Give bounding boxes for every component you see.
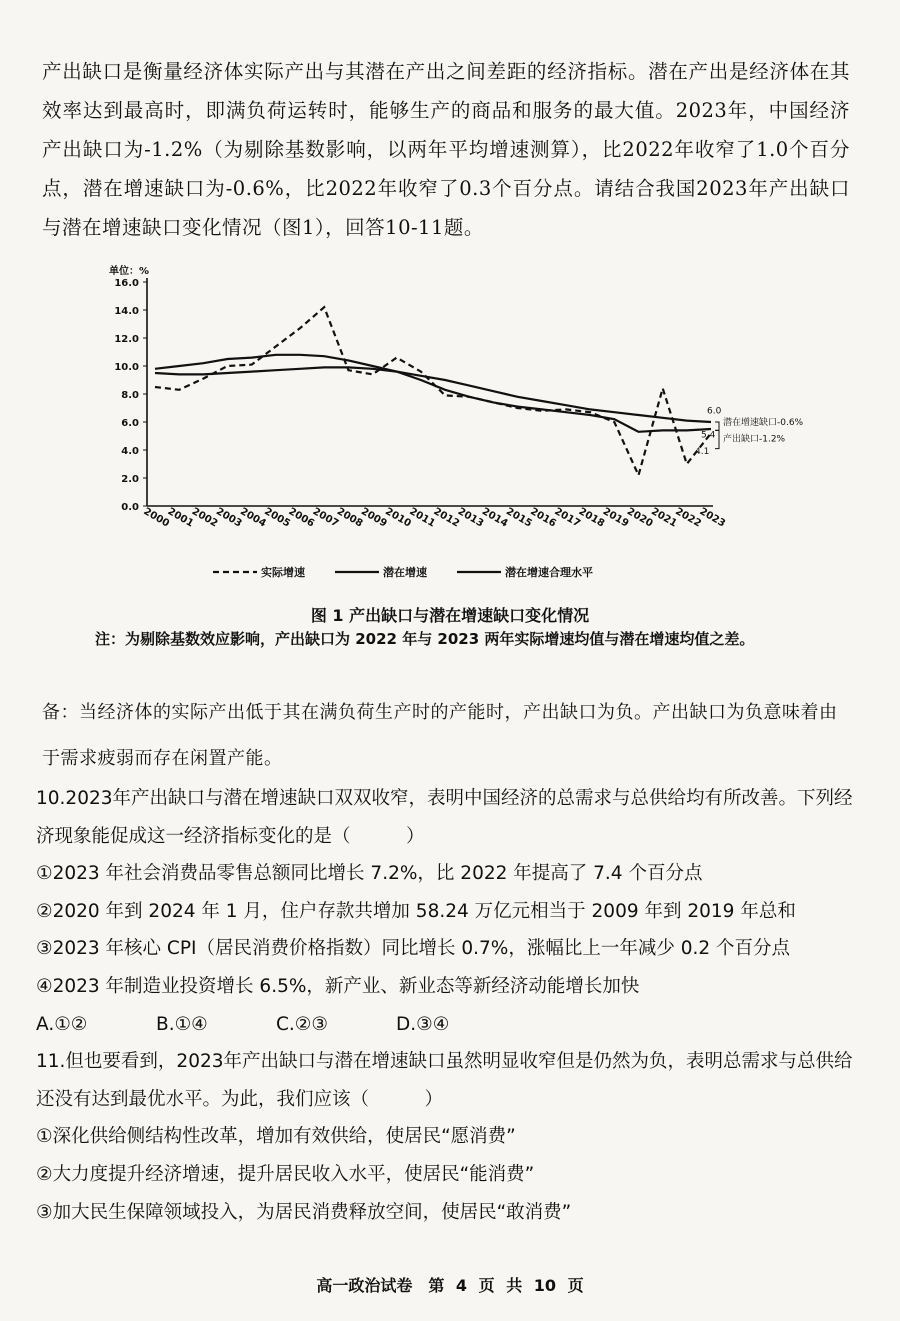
q11-item-3: ③加大民生保障领域投入，为居民消费释放空间，使居民“敢消费” — [36, 1201, 572, 1223]
q10-item-3: ③2023 年核心 CPI（居民消费价格指数）同比增长 0.7%，涨幅比上一年减少 0.2 个百分点 — [36, 938, 791, 960]
q10-option-d[interactable]: D.③④ — [396, 1013, 450, 1035]
q11-item-1: ①深化供给侧结构性改革，增加有效供给，使居民“愿消费” — [36, 1126, 516, 1148]
intro-text: 产出缺口是衡量经济体实际产出与其潜在产出之间差距的经济指标。潜在产出是经济体在其效率达到最高时，即满负荷运转时，能够生产的商品和服务的最大值。2023年，中国经济产出缺口为-1.2%（为剔除基数影响，以两年平均增速测算），比2022年收窄了1.0个百分点，潜在增速缺口为-0.6%，比2022年收窄了0.3个百分点。请结合我国2023年产出缺口与潜在增速缺口变化情况（图1），回答10-11题。 — [42, 60, 850, 239]
y-tick-label: 14.0 — [114, 306, 139, 317]
series-line-3 — [155, 367, 711, 422]
x-tick-label: 2002 — [189, 506, 220, 530]
y-tick-label: 16.0 — [114, 278, 139, 289]
annotation-bracket-top — [715, 422, 719, 430]
x-tick-label: 2004 — [238, 506, 268, 530]
remark: 备：当经济体的实际产出低于其在满负荷生产时的产能时，产出缺口为负。产出缺口为负意味着由于需求疲弱而存在闲置产能。 — [42, 702, 838, 769]
x-tick-label: 2015 — [504, 506, 534, 530]
x-tick-label: 2003 — [213, 506, 244, 530]
x-tick-label: 2001 — [165, 506, 196, 530]
legend-label-1: 实际增速 — [261, 566, 305, 579]
page-footer: 高一政治试卷 第 4 页 共 10 页 — [316, 1276, 584, 1295]
q10-stem: 10.2023年产出缺口与潜在增速缺口双双收窄，表明中国经济的总需求与总供给均有所改善。下列经济现象能促成这一经济指标变化的是（ ） — [36, 788, 853, 847]
q10-option-a[interactable]: A.①② — [36, 1013, 88, 1035]
annotation-value-bot: 4.1 — [695, 447, 710, 458]
q11-stem: 11.但也要看到，2023年产出缺口与潜在增速缺口虽然明显收窄但是仍然为负，表明总需求与总供给还没有达到最优水平。为此，我们应该（ ） — [36, 1051, 853, 1110]
questions — [36, 780, 856, 1231]
x-tick-label: 2006 — [286, 506, 317, 530]
x-tick-label: 2019 — [600, 506, 631, 530]
y-tick-label: 4.0 — [121, 446, 139, 457]
x-tick-label: 2014 — [479, 506, 510, 530]
annotation-value-mid: 5.4 — [701, 430, 716, 441]
x-tick-label: 2009 — [359, 506, 389, 530]
q11-item-2: ②大力度提升经济增速，提升居民收入水平，使居民“能消费” — [36, 1163, 535, 1185]
annotation-value-top: 6.0 — [707, 406, 722, 417]
x-tick-label: 2005 — [262, 506, 292, 530]
x-tick-label: 2000 — [141, 506, 172, 530]
annotation-bracket-bot — [715, 430, 719, 448]
x-tick-label: 2008 — [334, 506, 365, 530]
y-tick-label: 2.0 — [121, 474, 139, 485]
chart-unit-label: 单位：% — [109, 266, 150, 277]
x-tick-label: 2007 — [310, 506, 341, 530]
figure-title: 图 1 产出缺口与潜在增速缺口变化情况 — [310, 606, 590, 625]
x-tick-label: 2017 — [552, 506, 583, 530]
x-tick-label: 2016 — [528, 506, 558, 530]
series-line-2 — [155, 355, 711, 432]
q10-option-c[interactable]: C.②③ — [276, 1013, 328, 1035]
q10-options — [36, 1006, 856, 1044]
x-tick-label: 2012 — [431, 506, 462, 530]
annotation-potential-gap: 潜在增速缺口-0.6% — [723, 417, 804, 428]
annotation-output-gap: 产出缺口-1.2% — [723, 434, 786, 445]
x-tick-label: 2010 — [383, 506, 413, 530]
x-tick-label: 2023 — [697, 506, 728, 530]
intro-paragraph — [42, 52, 850, 247]
y-tick-label: 8.0 — [121, 390, 139, 401]
figure-note — [60, 628, 850, 651]
q10-item-4: ④2023 年制造业投资增长 6.5%，新产业、新业态等新经济动能增长加快 — [36, 975, 640, 997]
y-tick-label: 6.0 — [121, 418, 139, 429]
x-tick-label: 2020 — [624, 506, 655, 530]
series-line-1 — [155, 307, 711, 475]
q10-item-2: ②2020 年到 2024 年 1 月，住户存款共增加 58.24 万亿元相当于 2009 年到 2019 年总和 — [36, 900, 796, 922]
figure-note-text: 注：为剔除基数效应影响，产出缺口为 2022 年与 2023 两年实际增速均值与潜在增速均值之差。 — [95, 630, 755, 648]
x-tick-label: 2021 — [649, 506, 679, 530]
x-tick-label: 2022 — [673, 506, 703, 530]
legend-label-2: 潜在增速 — [383, 566, 427, 579]
legend-label-3: 潜在增速合理水平 — [505, 566, 593, 579]
gap-line-chart — [95, 260, 815, 590]
x-tick-label: 2018 — [576, 506, 607, 530]
x-tick-label: 2013 — [455, 506, 486, 530]
y-tick-label: 10.0 — [114, 362, 139, 373]
q10-item-1: ①2023 年社会消费品零售总额同比增长 7.2%，比 2022 年提高了 7.4 个百分点 — [36, 863, 703, 885]
x-tick-label: 2011 — [407, 506, 437, 530]
y-tick-label: 12.0 — [114, 334, 139, 345]
y-tick-label: 0.0 — [121, 502, 139, 513]
q10-option-b[interactable]: B.①④ — [156, 1013, 208, 1035]
